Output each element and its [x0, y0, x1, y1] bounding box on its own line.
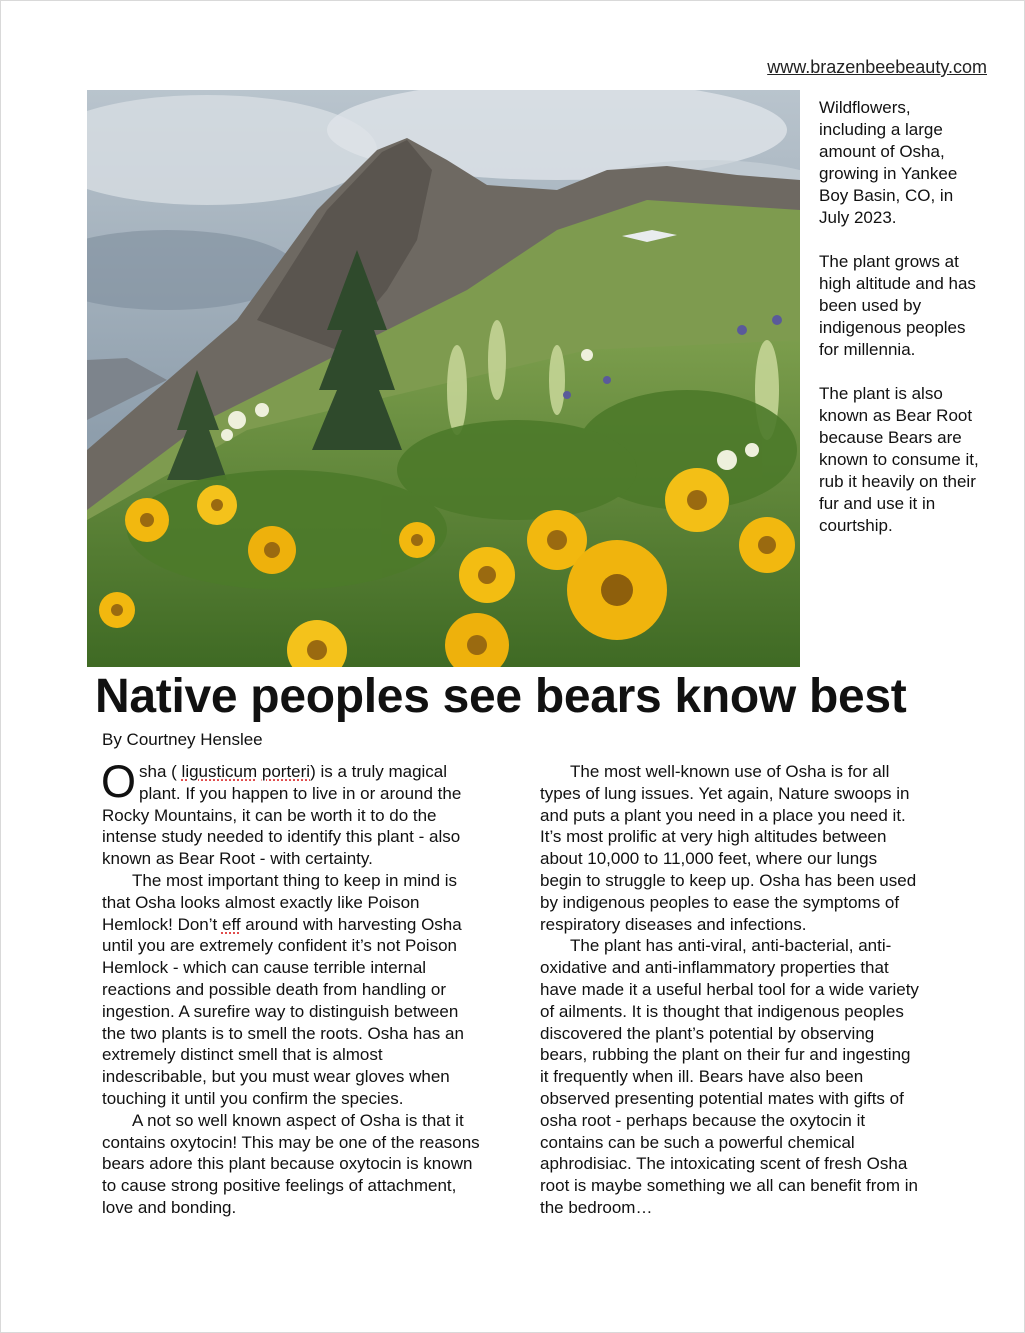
hero-photo — [87, 90, 800, 667]
article-paragraph: The most well-known use of Osha is for all types of lung issues. Yet again, Nature swoops in and puts a plant you need in a place you need it. It’s most prolific at very high altitudes between about 10,000 to 11,000 feet, where our lungs begin to struggle to keep up. Osha has been used by indigenous peoples to ease the symptoms of respiratory diseases and infections. — [540, 762, 917, 934]
scientific-name-genus: ligusticum — [181, 762, 258, 781]
caption-paragraph: The plant is also known as Bear Root because Bears are known to consume it, rub it heavily on their fur and use it in courtship. — [819, 384, 979, 535]
caption-paragraph: The plant grows at high altitude and has been used by indigenous peoples for millennia. — [819, 252, 976, 359]
article-headline: Native peoples see bears know best — [95, 670, 907, 723]
article-paragraph: A not so well known aspect of Osha is that it contains oxytocin! This may be one of the reasons bears adore this plant because oxytocin is known to cause strong positive feelings of attachment, love and bonding. — [102, 1110, 480, 1217]
text-run: ) is a truly magical plant. If you happen to live in or around the Rocky Mountains, it can be worth it to do the intense study needed to identify this plant - also known as Bear Root - with certainty. — [102, 762, 462, 869]
text-run: The most important thing to keep in mind is that Osha looks almost exactly like Poison Hemlock! Don’t — [102, 870, 458, 934]
article-byline: By Courtney Henslee — [102, 730, 263, 749]
spellcheck-word: eff — [221, 914, 241, 934]
text-run: sha ( — [139, 762, 182, 781]
article-column-right — [540, 761, 920, 1219]
text-run: around with harvesting Osha until you are extremely confident it’s not Poison Hemlock - which can cause terrible internal reactions and possible death from handling or ingestion. A surefire way to distinguish between the two plants is to smell the roots. Osha has an extremely distinct smell that is almost indescribable, but you must wear gloves when touching it until you confirm the species. — [102, 914, 464, 1108]
article-paragraph — [102, 870, 482, 1110]
article-paragraph — [101, 756, 482, 870]
mountain-meadow-illustration — [87, 90, 800, 667]
photo-caption — [819, 97, 979, 559]
caption-paragraph: Wildflowers, including a large amount of Osha, growing in Yankee Boy Basin, CO, in July 2023. — [819, 98, 958, 227]
article-column-left — [101, 756, 482, 1219]
article-paragraph: The plant has anti-viral, anti-bacterial, anti-oxidative and anti-inflammatory properties that have made it a useful herbal tool for a wide variety of ailments. It is thought that indigenous peoples discovered the plant’s potential by observing bears, rubbing the plant on their fur and ingesting it frequently when ill. Bears have also been observed presenting potential mates with gifts of osha root - perhaps because the oxytocin it contains can be such a powerful chemical aphrodisiac. The intoxicating scent of fresh Osha root is maybe something we all can benefit from in the bedroom… — [540, 936, 919, 1217]
drop-cap: O — [101, 756, 137, 807]
scientific-name-species: porteri — [261, 762, 311, 781]
site-url-link[interactable]: www.brazenbeebeauty.com — [767, 57, 987, 77]
